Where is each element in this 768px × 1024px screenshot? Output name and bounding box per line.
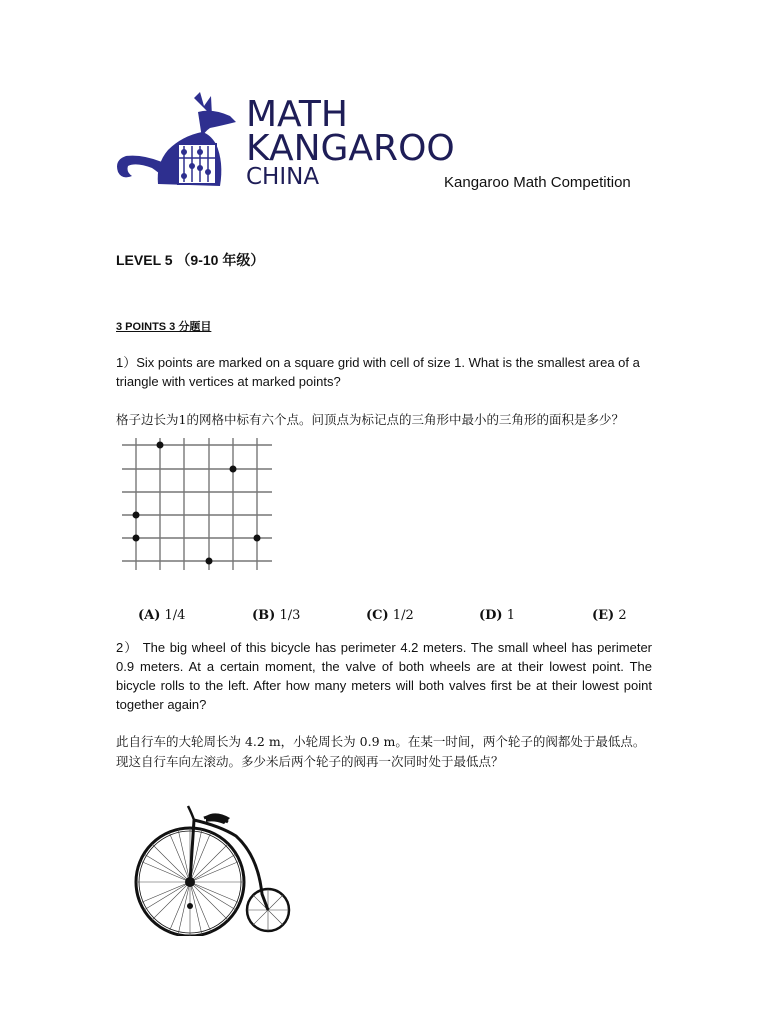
grid-point (254, 535, 261, 542)
question-2-text-cn: 此自行车的大轮周长为 4.2 m，小轮周长为 0.9 m。在某一时间，两个轮子的阀都处于最低点。现这自行车向左滚动。多少米后两个轮子的阀再一次同时处于最低点？ (116, 734, 646, 769)
logo-text-kangaroo: KANGAROO (246, 128, 455, 169)
question-1-text-cn: 格子边长为1的网格中标有六个点。问顶点为标记点的三角形中最小的三角形的面积是多少？ (116, 412, 624, 427)
choice-b: (B) 1/3 (252, 608, 301, 623)
logo-text-china: CHINA (246, 164, 320, 190)
grid-figure (122, 438, 272, 570)
choice-d: (D) 1 (479, 608, 515, 623)
question-1-text: 1）Six points are marked on a square grid with cell of size 1. What is the smallest area of a triangle with vertices at marked points? (116, 355, 640, 389)
choice-c: (C) 1/2 (366, 608, 414, 623)
grid-point (230, 466, 237, 473)
choice-a: (A) 1/4 (138, 608, 186, 623)
grid-point (206, 558, 213, 565)
answer-choices (116, 608, 652, 628)
grid-point (133, 512, 140, 519)
logo-text-math: MATH (246, 94, 348, 135)
competition-title: Kangaroo Math Competition (444, 174, 631, 191)
section-heading: 3 POINTS 3 分题目 (116, 321, 212, 333)
grid-point (157, 442, 164, 449)
penny-farthing-bicycle-figure (116, 796, 300, 936)
level-heading: LEVEL 5 （9-10 年级） (116, 252, 265, 268)
question-2-text: 2） The big wheel of this bicycle has perimeter 4.2 meters. The small wheel has perimeter 0.9 meters. At a certain moment, the valve of both wheels are at their lowest point. The bicycle rolls to the left. After how many meters will both valves first be at their lowest point together again? (116, 640, 652, 712)
grid-point (133, 535, 140, 542)
kangaroo-logo-icon (112, 92, 244, 188)
choice-e: (E) 2 (592, 608, 627, 623)
